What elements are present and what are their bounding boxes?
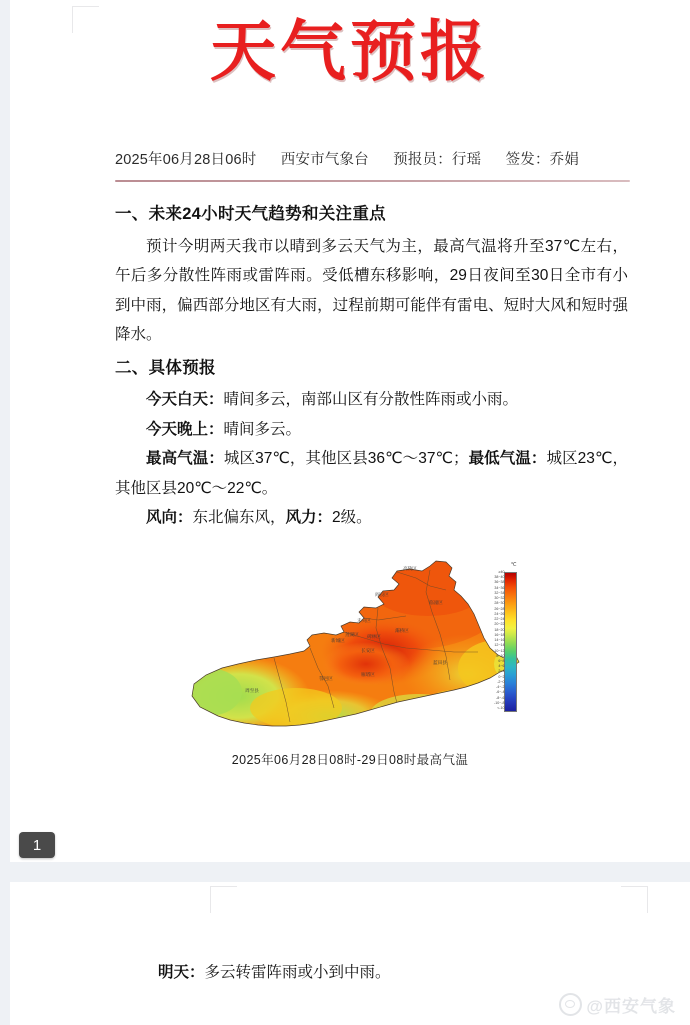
colorbar-gradient bbox=[504, 572, 517, 712]
section-2-heading: 二、具体预报 bbox=[115, 358, 216, 377]
colorbar-tick-16: 8~10 bbox=[496, 653, 505, 658]
map-label-4: 灞桥区 bbox=[394, 628, 409, 633]
forecast-item-temperature bbox=[115, 444, 628, 503]
map-caption: 2025年06月28日08时-29日08时最高气温 bbox=[231, 753, 469, 767]
map-label-9: 新城区 bbox=[330, 638, 345, 643]
page-number-badge[interactable]: 1 bbox=[19, 832, 55, 858]
colorbar-tick-12: 16~18 bbox=[494, 632, 505, 637]
wind-force-label: 风力： bbox=[285, 509, 333, 526]
section-1-heading: 一、未来24小时天气趋势和关注重点 bbox=[115, 205, 386, 223]
max-temp-text: 城区37℃，其他区县36℃～37℃； bbox=[223, 450, 469, 467]
colorbar-tick-13: 14~16 bbox=[494, 638, 505, 643]
forecast-item-night-text: 晴间多云。 bbox=[223, 420, 302, 438]
section-1-paragraph: 预计今明两天我市以晴到多云天气为主，最高气温将升至37℃左右，午后多分散性阵雨或雷阵雨。受低槽东移影响，29日夜间至30日全市有小到中雨，偏西部分地区有大雨，过程前期可能伴有雷电、短时大风和短时强降水。 bbox=[115, 237, 628, 343]
map-label-5: 长安区 bbox=[360, 648, 375, 653]
colorbar-tick-9: 22~24 bbox=[494, 617, 505, 622]
colorbar-tick-6: 28~30 bbox=[494, 601, 505, 606]
max-temp-label: 最高气温： bbox=[146, 450, 224, 467]
meta-office: 西安市气象台 bbox=[280, 152, 369, 168]
colorbar-tick-22: -4~-2 bbox=[496, 685, 505, 690]
colorbar-tick-8: 24~26 bbox=[494, 611, 505, 616]
document-body bbox=[115, 200, 628, 533]
map-svg bbox=[178, 556, 523, 746]
map-label-8: 蓝田县 bbox=[432, 660, 447, 665]
map-label-10: 莲湖区 bbox=[344, 632, 359, 637]
colorbar-unit: ℃ bbox=[510, 562, 517, 568]
colorbar-tick-19: 2~4 bbox=[498, 669, 505, 674]
temperature-map-figure bbox=[10, 556, 690, 768]
forecast-item-daytime-label: 今天白天： bbox=[146, 391, 224, 408]
colorbar-tick-7: 26~28 bbox=[494, 606, 505, 611]
wind-direction-label: 风向： bbox=[146, 509, 193, 526]
colorbar-tick-10: 20~22 bbox=[494, 622, 505, 627]
weibo-icon bbox=[559, 993, 582, 1016]
colorbar-ticks bbox=[485, 571, 505, 711]
map-label-0: 高陵区 bbox=[402, 566, 417, 571]
map-label-3: 未央区 bbox=[356, 618, 371, 623]
document-meta bbox=[115, 148, 630, 169]
colorbar-tick-17: 6~8 bbox=[498, 658, 505, 663]
colorbar-tick-26: <-10 bbox=[497, 706, 505, 711]
forecast-item-night bbox=[115, 415, 628, 445]
map-temperature-field bbox=[178, 556, 523, 746]
map-label-1: 阎良区 bbox=[374, 592, 389, 597]
document-page-2 bbox=[10, 882, 690, 1025]
colorbar-tick-4: 32~34 bbox=[494, 590, 505, 595]
colorbar-tick-11: 18~20 bbox=[494, 627, 505, 632]
colorbar-tick-15: 10~12 bbox=[494, 648, 505, 653]
weibo-handle: @西安气象 bbox=[586, 997, 676, 1016]
map-label-11: 碑林区 bbox=[366, 634, 381, 639]
forecast-item-night-label: 今天晚上： bbox=[146, 420, 224, 438]
temperature-map bbox=[178, 556, 523, 746]
forecast-item-wind bbox=[115, 503, 628, 533]
colorbar-tick-20: 0~2 bbox=[498, 674, 505, 679]
map-label-2: 临潼区 bbox=[428, 600, 443, 605]
map-label-6: 周至县 bbox=[244, 688, 259, 693]
meta-datetime: 2025年06月28日06时 bbox=[115, 152, 257, 168]
min-temp-label: 最低气温： bbox=[468, 450, 547, 467]
colorbar-tick-24: -8~-6 bbox=[496, 695, 505, 700]
document-page-1 bbox=[10, 0, 690, 862]
forecast-item-daytime bbox=[115, 385, 628, 415]
map-label-12: 雁塔区 bbox=[360, 672, 375, 677]
weibo-watermark bbox=[559, 992, 676, 1017]
meta-issuer: 签发：乔娟 bbox=[505, 152, 580, 168]
forecast-item-daytime-text: 晴间多云，南部山区有分散性阵雨或小雨。 bbox=[223, 391, 519, 408]
forecast-item-tomorrow-label: 明天： bbox=[158, 964, 205, 981]
colorbar-tick-23: -6~-4 bbox=[496, 690, 505, 695]
min-temp-text: 城区23℃，其他区县20℃～22℃。 bbox=[115, 450, 628, 497]
colorbar-tick-14: 12~14 bbox=[494, 643, 505, 648]
page-corner-mark-right bbox=[621, 886, 648, 913]
page-separator bbox=[0, 862, 690, 882]
colorbar-tick-25: -10~-8 bbox=[494, 700, 505, 705]
colorbar-tick-3: 34~36 bbox=[494, 585, 505, 590]
viewer-left-rail bbox=[0, 0, 10, 1025]
colorbar-tick-2: 36~38 bbox=[494, 580, 505, 585]
forecast-item-tomorrow-text: 多云转雷阵雨或小到中雨。 bbox=[204, 964, 391, 981]
colorbar-tick-5: 30~32 bbox=[494, 596, 505, 601]
colorbar-tick-18: 4~6 bbox=[498, 664, 505, 669]
page-corner-mark-left bbox=[210, 886, 237, 913]
header-divider bbox=[115, 180, 630, 182]
colorbar-tick-1: 38~40 bbox=[494, 575, 505, 580]
colorbar-tick-21: -2~0 bbox=[497, 679, 505, 684]
wind-force-text: 2级。 bbox=[332, 509, 372, 526]
forecast-item-tomorrow bbox=[158, 958, 391, 987]
wind-direction-text: 东北偏东风， bbox=[192, 509, 286, 526]
page-title: 天气预报 bbox=[210, 13, 490, 90]
colorbar-tick-0: ≥40 bbox=[498, 570, 505, 574]
map-label-7: 鄠邑区 bbox=[318, 676, 333, 681]
meta-forecaster: 预报员：行瑶 bbox=[393, 152, 482, 168]
